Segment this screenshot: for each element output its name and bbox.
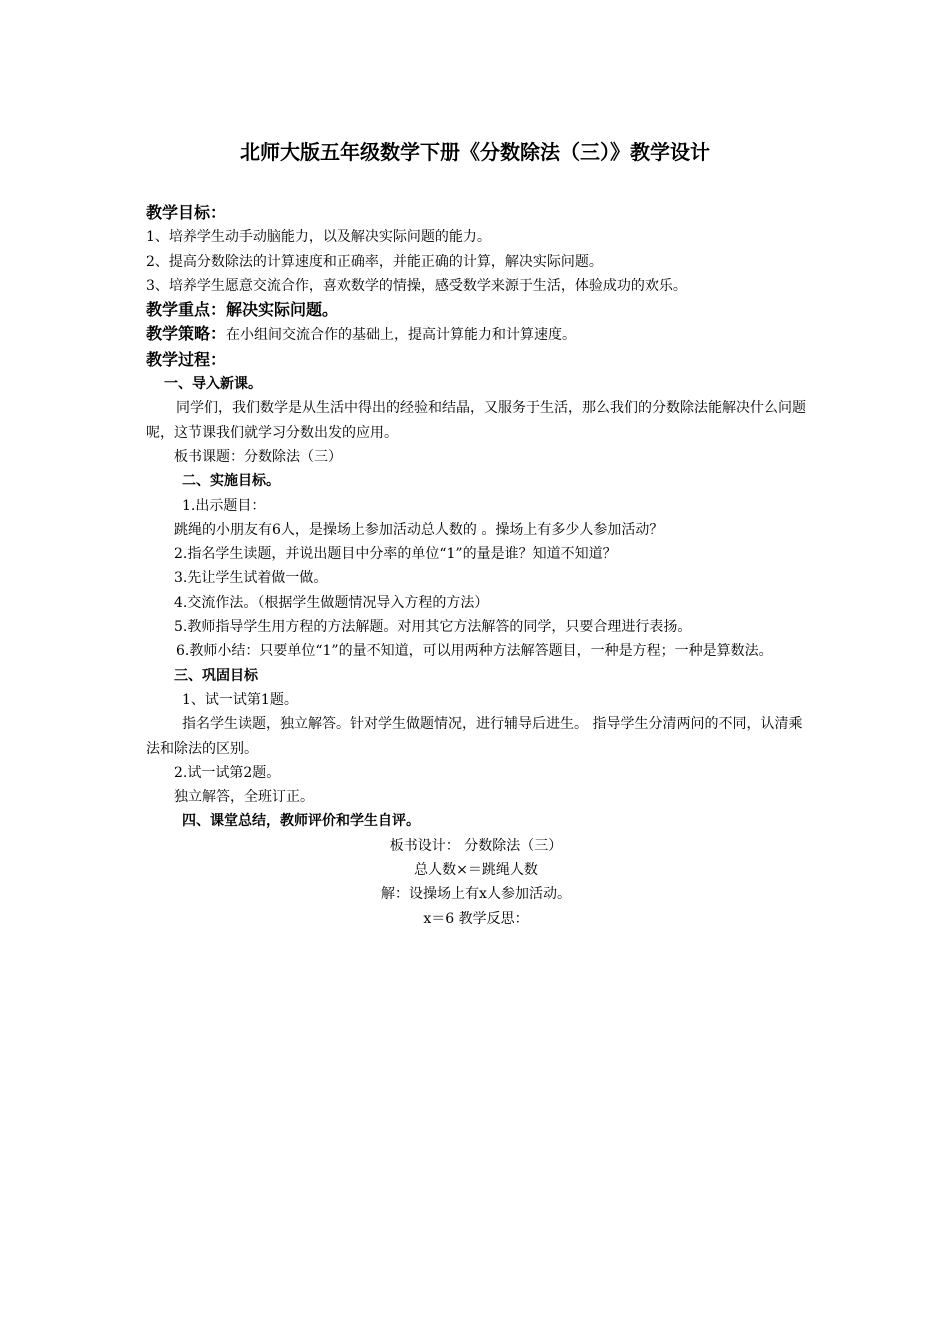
part2-item-5: 4.交流作法。（根据学生做题情况导入方程的方法） — [174, 594, 489, 611]
board-design-line-2: 总人数×＝跳绳人数 — [414, 862, 538, 879]
part1-board-title: 板书课题：分数除法（三） — [174, 448, 342, 465]
objective-item-3: 3、培养学生愿意交流合作，喜欢数学的情操，感受数学来源于生活，体验成功的欢乐。 — [146, 277, 687, 294]
part2-item-2: 跳绳的小朋友有6人，是操场上参加活动总人数的 。操场上有多少人参加活动？ — [174, 521, 664, 538]
board-design-line-4: x＝6 教学反思： — [423, 910, 529, 927]
strategy-text: 在小组间交流合作的基础上，提高计算能力和计算速度。 — [226, 327, 577, 344]
board-design-line-3: 解：设操场上有x人参加活动。 — [381, 886, 571, 903]
key-point: 教学重点：解决实际问题。 — [146, 300, 339, 320]
part3-heading: 三、巩固目标 — [174, 667, 258, 684]
process-heading: 教学过程： — [146, 349, 227, 369]
objectives-heading: 教学目标： — [146, 203, 227, 222]
objective-item-1: 1、培养学生动手动脑能力，以及解决实际问题的能力。 — [146, 229, 491, 246]
part1-paragraph: 同学们，我们数学是从生活中得出的经验和结晶，又服务于生活，那么我们的分数除法能解决什么问题呢，这节课我们就学习分数出发的应用。 — [146, 400, 806, 441]
objective-item-2: 2、提高分数除法的计算速度和正确率，并能正确的计算，解决实际问题。 — [146, 253, 603, 270]
part3-item-1: 1、试一试第1题。 — [182, 691, 298, 708]
part4-heading: 四、课堂总结，教师评价和学生自评。 — [182, 813, 420, 830]
part3-item-3: 2.试一试第2题。 — [174, 764, 281, 781]
part2-item-4: 3.先让学生试着做一做。 — [174, 570, 328, 587]
part2-item-6: 5.教师指导学生用方程的方法解题。对用其它方法解答的同学，只要合理进行表扬。 — [174, 619, 692, 636]
strategy-label: 教学策略： — [146, 324, 227, 344]
document-body — [146, 201, 806, 931]
part1-heading: 一、导入新课。 — [164, 376, 262, 393]
part2-item-7: 6.教师小结：只要单位“1”的量不知道，可以用两种方法解答题目，一种是方程；一种是算数法。 — [176, 643, 773, 660]
part2-item-3: 2.指名学生读题，并说出题目中分率的单位“1”的量是谁？知道不知道？ — [174, 546, 617, 563]
board-design-line-1: 板书设计： 分数除法（三） — [389, 837, 563, 854]
part2-item-1: 1.出示题目： — [182, 497, 266, 514]
part3-item-4: 独立解答，全班订正。 — [174, 789, 314, 806]
part3-item-2: 指名学生读题，独立解答。针对学生做题情况，进行辅导后进生。 指导学生分清两问的不同，认清乘法和除法的区别。 — [146, 716, 803, 757]
document-title: 北师大版五年级数学下册《分数除法（三）》教学设计 — [240, 140, 710, 164]
strategy-line — [146, 322, 806, 347]
part2-heading: 二、实施目标。 — [182, 473, 280, 490]
